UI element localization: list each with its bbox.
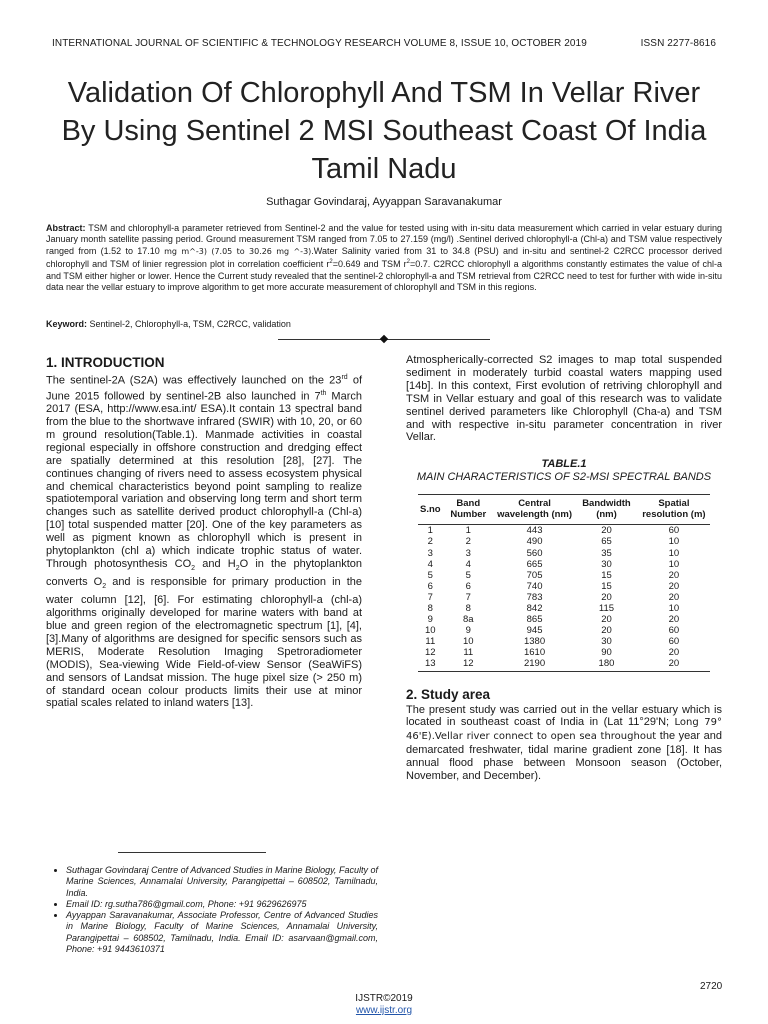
page-footer <box>0 993 768 1017</box>
table-cell: 20 <box>668 647 680 659</box>
table-cell: 20 <box>668 569 680 581</box>
table-cell: 1610 <box>523 647 546 659</box>
abstract-text-4: =0.7. C2RCC chlorophyll a algorithms constantly estimates the value of chl-a and TSM either higher or lower. Hence the Current study revealed that the sentinel-2 chlorophyll-a and TSM retrieval from C2RCC need to test for further with wide in-situ data near the vellar estuary to improve algorithm to get more accurate measurement of chlorophyll and TSM in this regions. <box>46 259 722 293</box>
table-cell: 1380 <box>523 636 546 648</box>
table-cell: 10 <box>462 636 474 648</box>
table-caption <box>406 458 722 484</box>
table-cell: 7 <box>427 591 433 603</box>
table-row <box>418 548 710 559</box>
table-cell: 10 <box>668 603 680 614</box>
abstract-text-1: TSM and chlorophyll-a parameter retrieved from Sentinel-2 and the value for tested using with in-situ data measurement which carried in velar estuary during January month satellite passing period. Ground measurement TSM ranged from 7.05 to 27.159 (mg/l) .Sentinel derived chlorophyll-a (Chl-a) and TSM value respectively ranged from (1.52 to 17.10 <box>46 223 722 256</box>
table-cell: 10 <box>668 558 680 570</box>
paper-title <box>40 74 728 188</box>
table-cell: 11 <box>425 636 436 648</box>
study-area-heading: 2. Study area <box>406 686 491 702</box>
table-cell: 7 <box>465 591 471 603</box>
subscript-2: 2 <box>235 565 240 573</box>
table-row <box>418 525 710 537</box>
intro-text-4: and H <box>195 558 236 570</box>
table-row <box>418 570 710 581</box>
right-column <box>406 354 722 783</box>
table-cell: 15 <box>601 569 612 581</box>
table-cell: 490 <box>526 536 543 548</box>
table-cell: 10 <box>425 625 436 637</box>
table-row <box>418 614 710 625</box>
table-cell: 560 <box>526 547 543 559</box>
table-label: TABLE.1 <box>541 458 587 471</box>
table-cell: 1 <box>465 525 471 537</box>
table-cell: 945 <box>526 625 543 637</box>
table-cell: 3 <box>465 547 471 559</box>
table-cell: 9 <box>465 625 471 637</box>
table-row <box>418 559 710 570</box>
footnote-item: • Suthagar Govindaraj Centre of Advanced Studies in Marine Biology, Faculty of Marine Sciences, Annamalai University, Parangipettai – 608502, Tamilnadu, India. <box>66 865 378 899</box>
table-row <box>418 581 710 592</box>
table-cell: 115 <box>598 603 615 614</box>
abstract-text-3: =0.649 and TSM r <box>332 259 407 270</box>
table-cell: 8a <box>462 614 474 626</box>
table-cell: 12 <box>425 647 436 659</box>
intro-text-5: O in the phytoplankton converts O <box>46 558 362 589</box>
diamond-icon <box>380 335 388 343</box>
table-row <box>418 647 710 658</box>
superscript-th: th <box>320 389 327 397</box>
table-cell: 20 <box>668 591 680 603</box>
superscript-rd: rd <box>341 374 348 381</box>
table-cell: 6 <box>465 580 471 592</box>
table-cell: 12 <box>443 658 494 671</box>
table-title: MAIN CHARACTERISTICS OF S2-MSI SPECTRAL BANDS <box>416 471 712 484</box>
table-cell: 180 <box>575 658 638 671</box>
journal-name: INTERNATIONAL JOURNAL OF SCIENTIFIC & TECHNOLOGY RESEARCH VOLUME 8, ISSUE 10, OCTOBER 2019 <box>52 38 587 49</box>
table-cell: 8 <box>427 603 433 614</box>
table-cell: 13 <box>418 658 443 671</box>
table-cell: 443 <box>526 525 543 537</box>
page-number: 2720 <box>700 981 723 992</box>
table-row <box>418 636 710 647</box>
intro-heading: 1. INTRODUCTION <box>46 355 165 370</box>
table-cell: 20 <box>668 614 680 626</box>
table-cell: 90 <box>601 647 612 659</box>
intro-text-2: of June 2015 followed by sentinel-2B also launched in 7 <box>46 374 363 403</box>
section-separator <box>278 336 490 342</box>
table-cell: 9 <box>427 614 433 626</box>
left-column <box>46 354 362 710</box>
table-cell: 5 <box>465 569 471 581</box>
table-cell: 740 <box>526 580 543 592</box>
abstract-unit: mg m^-3) (7.05 to 30.26 mg ^-3) <box>164 246 312 256</box>
title-line-2: By Using Sentinel 2 MSI Southeast Coast Of India <box>61 115 707 147</box>
table-cell: 60 <box>668 525 680 537</box>
table-cell: 1 <box>427 525 433 537</box>
table-cell: 60 <box>668 625 680 637</box>
authors: Suthagar Govindaraj, Ayyappan Saravanakumar <box>266 196 502 208</box>
right-paragraph: Atmospherically-corrected S2 images to map total suspended sediment in moderately turbid coastal waters mapping used [14b]. In this context, First evolution of retriving chlorophyll and TSM in Vellar estuary and goal of this research was to validate sentinel derived parameters like Chlorophyll (Cha-a) and TSM and with respective in-situ parameter concentration in river Vellar. <box>406 354 722 444</box>
col-header-bandwidth: Bandwidth (nm) <box>575 495 638 525</box>
intro-text-6: and is responsible for primary production in the water column [12], [6]. For estimating chlorophyll-a (chl-a) algorithms originally developed for marine waters with band at blue and green region of the electromagnetic spectrum [1], [4], [3].Many of algorithms are designed for specific sensors such as MERIS, Moderate Resolution Imaging Spetroradiometer (MODIS), Sea-viewing Wide Field-of-view Sensor (SeaWiFS) and sensors of Landsat mission. The huge pixel size (> 250 m) of standard ocean colour products limits their use at minor spatial scales related to inland waters [13]. <box>46 576 363 710</box>
footnote-item: • Email ID: rg.sutha786@gmail.com, Phone: +91 9629626975 <box>66 899 378 910</box>
intro-text-3: March 2017 (ESA, http://www.esa.int/ ESA).It contain 13 spectral band from the blue to the shortwave infrared (SWIR) with 10, 20, or 60 m ground resolution(Table.1). Manmade activities in coastal regional especially in offshore construction and dredging effect are spatially determined at this resolution [28], [27]. The continues changing of rivers need to assess ecosystem physical and chemical characteristics beyond point sampling to realize spatiotemporal variation and observing long term and short term changes such as satellite derived product chlorophyll-a (Chl-a) [10] total suspended matter [20]. One of the key parameters as well as pigment known as chlorophyll which is present in phytoplankton (chl a) which indicate trophic status of water. Through photosynthesis CO <box>46 390 362 570</box>
table-cell: 15 <box>601 580 612 592</box>
table-cell: 2 <box>427 536 433 548</box>
table-cell: 11 <box>463 647 474 659</box>
author-footnotes <box>54 865 378 955</box>
intro-paragraph <box>46 372 362 710</box>
keyword-label: Keyword: <box>46 319 88 329</box>
superscript-2: 2 <box>406 259 411 266</box>
table-cell: 10 <box>668 547 680 559</box>
table-cell: 4 <box>427 558 433 570</box>
col-header-band: Band Number <box>443 495 494 525</box>
table-row <box>418 658 710 671</box>
table-cell: 35 <box>601 547 612 559</box>
footnote-item: • Ayyappan Saravanakumar, Associate Professor, Centre of Advanced Studies in Marine Biology, Faculty of Marine Sciences, Annamalai University, Parangipettai – 608502, Tamilnadu, India. Email ID: asarvaan@gmail.com, Phone: +91 9443610371 <box>66 910 378 955</box>
spectral-bands-table <box>418 494 710 671</box>
study-text-1: The present study was carried out in the vellar estuary which is located in southeast coast of India in (Lat 11°29'N; <box>406 703 722 729</box>
table-cell: 2 <box>465 536 471 548</box>
table-header-row <box>418 495 710 525</box>
subscript-2: 2 <box>102 583 107 591</box>
keyword-text: Sentinel-2, Chlorophyll-a, TSM, C2RCC, validation <box>87 319 291 329</box>
table-cell: 20 <box>638 658 710 671</box>
table-cell: 865 <box>526 614 543 626</box>
table-row <box>418 625 710 636</box>
table-cell: 20 <box>601 614 612 626</box>
abstract-text-2: .Water Salinity varied from 31 to 34.8 (PSU) and in-situ and sentinel-2 C2RCC processor derived chlorophyll and TSM of linier regression plot in correlation coefficient r <box>46 245 722 270</box>
table-cell: 10 <box>668 536 680 548</box>
table-cell: 665 <box>526 558 543 570</box>
table-cell: 705 <box>526 569 543 581</box>
table-cell: 8 <box>465 603 471 614</box>
table-cell: 65 <box>601 536 612 548</box>
table-cell: 2190 <box>494 658 575 671</box>
issn: ISSN 2277-8616 <box>640 38 716 49</box>
table-cell: 30 <box>601 636 612 648</box>
table-cell: 20 <box>601 591 612 603</box>
table-cell: 5 <box>427 569 433 581</box>
keywords <box>46 319 722 329</box>
col-header-resolution: Spatial resolution (m) <box>638 495 710 525</box>
table-cell: 30 <box>601 558 612 570</box>
journal-link[interactable]: www.ijstr.org <box>355 1005 413 1016</box>
table-body <box>418 525 710 671</box>
table-cell: 4 <box>465 558 471 570</box>
footnote-rule <box>118 852 266 853</box>
table-cell: 20 <box>668 580 680 592</box>
intro-text-1: The sentinel-2A (S2A) was effectively launched on the 23 <box>46 374 342 387</box>
table-row <box>418 592 710 603</box>
table-cell: 20 <box>601 625 612 637</box>
table-cell: 783 <box>526 591 543 603</box>
title-line-1: Validation Of Chlorophyll And TSM In Vellar River <box>67 77 701 109</box>
superscript-2: 2 <box>329 259 333 266</box>
study-text-coords: Long 79° 46'E).Vellar river connect to open sea throughout <box>406 717 722 743</box>
subscript-2: 2 <box>191 565 196 573</box>
table-cell: 60 <box>668 636 680 648</box>
col-header-sno: S.no <box>418 495 443 525</box>
table-cell: 6 <box>427 580 433 592</box>
copyright: IJSTR©2019 <box>355 993 413 1004</box>
table-row <box>418 536 710 547</box>
table-cell: 20 <box>601 525 612 537</box>
table-cell: 842 <box>526 603 543 614</box>
study-area-paragraph <box>406 704 722 783</box>
study-text-2: the year and demarcated freshwater, tidal marine gradient zone [18]. It has annual flood phase between Monsoon season (October, November, and December). <box>406 730 722 783</box>
abstract <box>46 223 722 293</box>
table-row <box>418 603 710 614</box>
table-cell: 3 <box>427 547 433 559</box>
col-header-wavelength: Central wavelength (nm) <box>494 495 575 525</box>
running-header <box>52 38 716 49</box>
abstract-label: Abstract: <box>46 223 86 233</box>
title-line-3: Tamil Nadu <box>311 153 457 185</box>
